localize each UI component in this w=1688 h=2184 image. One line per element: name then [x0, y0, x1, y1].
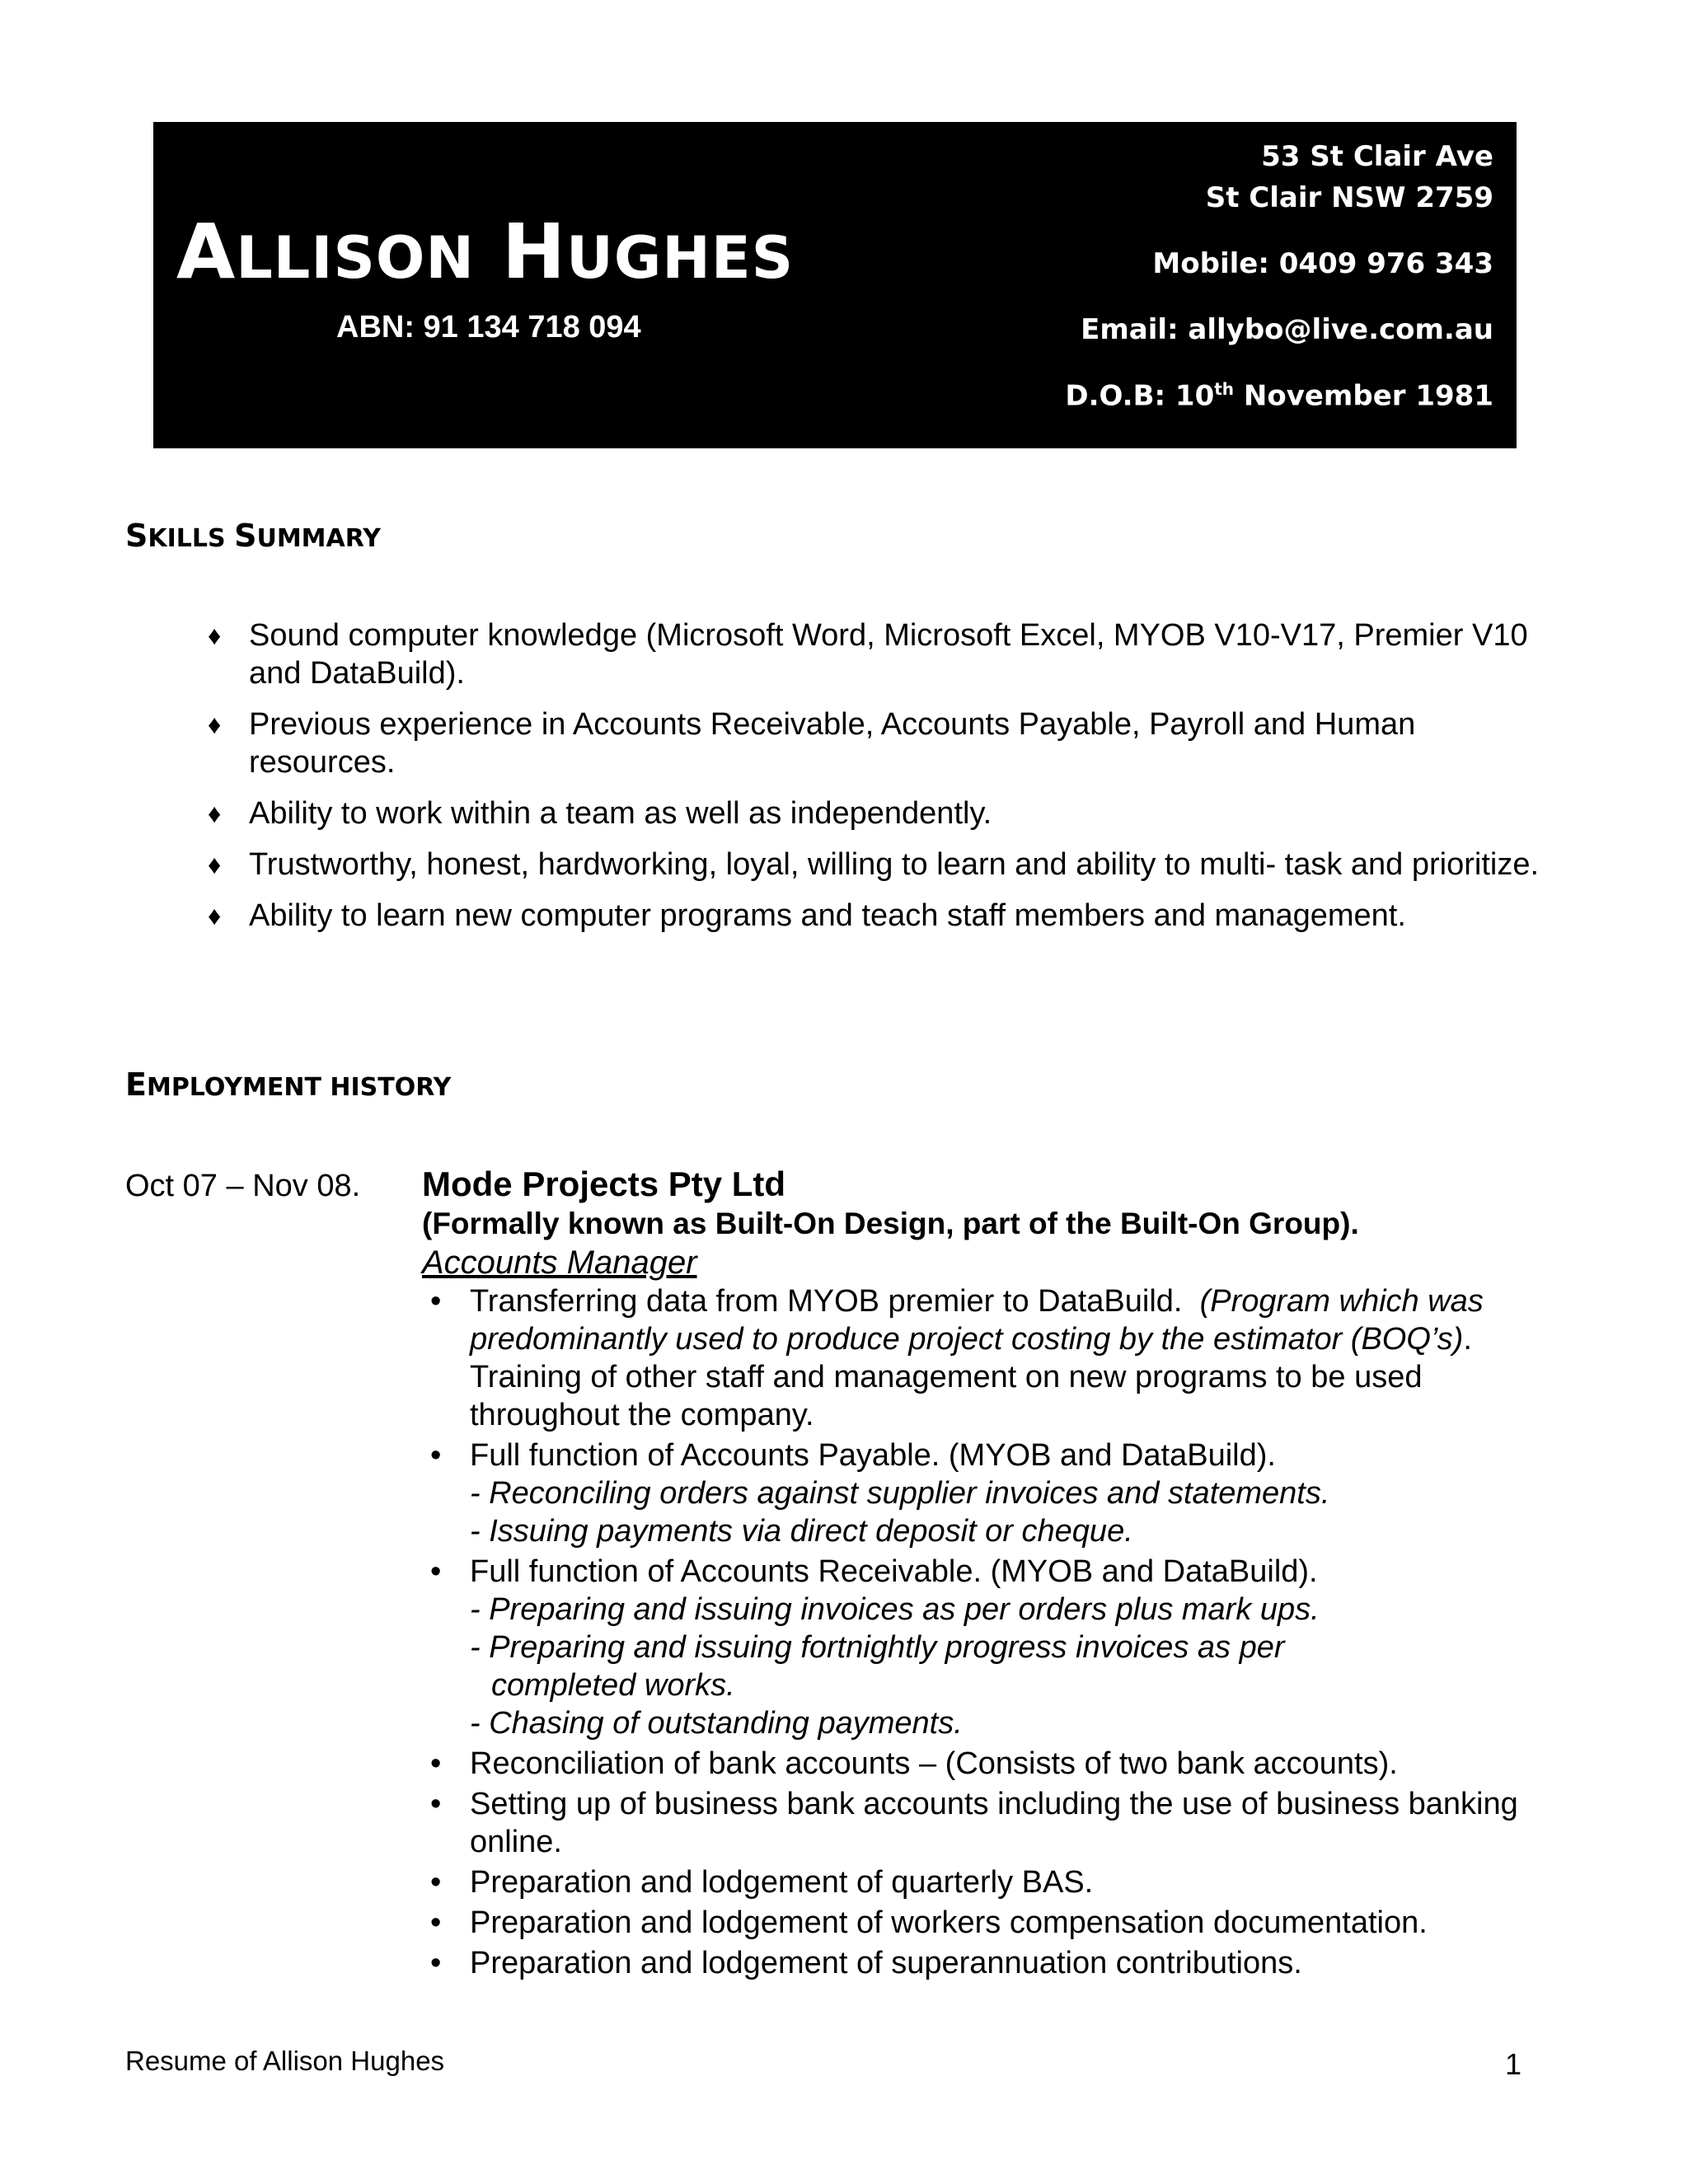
- employment-dates: Oct 07 – Nov 08.: [125, 1169, 361, 1203]
- diamond-bullet-icon: ♦: [208, 901, 222, 930]
- list-item: • Preparation and lodgement of workers compensation documentation.: [430, 1905, 1428, 1940]
- page-number: 1: [1505, 2047, 1522, 2081]
- bullet-icon: •: [430, 1946, 442, 1980]
- bullet-icon: •: [430, 1438, 442, 1473]
- list-item: ♦ Trustworthy, honest, hardworking, loyal, willing to learn and ability to multi- task and prioritize.: [208, 847, 1540, 882]
- skills-summary-heading: SKILLS SUMMARY: [125, 518, 381, 554]
- job-entry: [422, 1164, 1543, 1985]
- diamond-bullet-icon: ♦: [208, 710, 222, 739]
- list-item: ♦ Previous experience in Accounts Receivable, Accounts Payable, Payroll and Human resources.: [208, 707, 1416, 780]
- list-item: ♦ Ability to work within a team as well as independently.: [208, 796, 992, 831]
- list-item: • Preparation and lodgement of quarterly BAS.: [430, 1865, 1094, 1900]
- bullet-icon: •: [430, 1787, 442, 1821]
- list-item: ♦ Sound computer knowledge (Microsoft Word, Microsoft Excel, MYOB V10-V17, Premier V10 and DataBuild).: [208, 618, 1528, 691]
- mobile-number: Mobile: 0409 976 343: [1152, 247, 1493, 280]
- diamond-bullet-icon: ♦: [208, 799, 222, 828]
- employment-history-heading: EMPLOYMENT HISTORY: [125, 1066, 452, 1103]
- diamond-bullet-icon: ♦: [208, 850, 222, 879]
- date-of-birth: D.O.B: 10th November 1981: [1065, 379, 1493, 413]
- list-item: • Reconciliation of bank accounts – (Consists of two bank accounts).: [430, 1746, 1398, 1781]
- list-item: ♦ Ability to learn new computer programs and teach staff members and management.: [208, 898, 1406, 933]
- bullet-icon: •: [430, 1865, 442, 1900]
- bullet-icon: •: [430, 1905, 442, 1940]
- abn-number: ABN: 91 134 718 094: [336, 310, 641, 344]
- diamond-bullet-icon: ♦: [208, 621, 222, 650]
- footer-caption: Resume of Allison Hughes: [125, 2046, 445, 2076]
- bullet-icon: •: [430, 1284, 442, 1319]
- bullet-icon: •: [430, 1746, 442, 1781]
- list-item: • Preparation and lodgement of superannuation contributions.: [430, 1946, 1302, 1980]
- address-line-2: St Clair NSW 2759: [1205, 181, 1493, 214]
- company-former-name: (Formally known as Built-On Design, part of the Built-On Group).: [422, 1207, 1359, 1240]
- address-line-1: 53 St Clair Ave: [1261, 140, 1493, 173]
- skills-list: [208, 616, 1559, 948]
- applicant-name: ALLISON HUGHES: [176, 208, 795, 296]
- email-address: Email: allybo@live.com.au: [1081, 313, 1493, 346]
- list-item: • Full function of Accounts Receivable. (MYOB and DataBuild). - Preparing and issuing invoices as per orders plus mark ups. - Preparing and issuing fortnightly progress invoices as per completed works. - Chasing of outstanding payments.: [430, 1554, 1320, 1741]
- header-banner: [153, 122, 1517, 448]
- list-item: • Setting up of business bank accounts including the use of business banking online.: [430, 1787, 1518, 1859]
- list-item: • Full function of Accounts Payable. (MYOB and DataBuild). - Reconciling orders against supplier invoices and statements. - Issuing payments via direct deposit or cheque.: [430, 1438, 1330, 1549]
- duties-list: [422, 1282, 1543, 1982]
- list-item: • Transferring data from MYOB premier to DataBuild. (Program which was predominantly used to produce project costing by the estimator (BOQ’s). Training of other staff and management on new programs to be used throughout the company.: [430, 1284, 1484, 1432]
- company-name: Mode Projects Pty Ltd: [422, 1165, 786, 1203]
- bullet-icon: •: [430, 1554, 442, 1589]
- job-title: Accounts Manager: [422, 1244, 697, 1281]
